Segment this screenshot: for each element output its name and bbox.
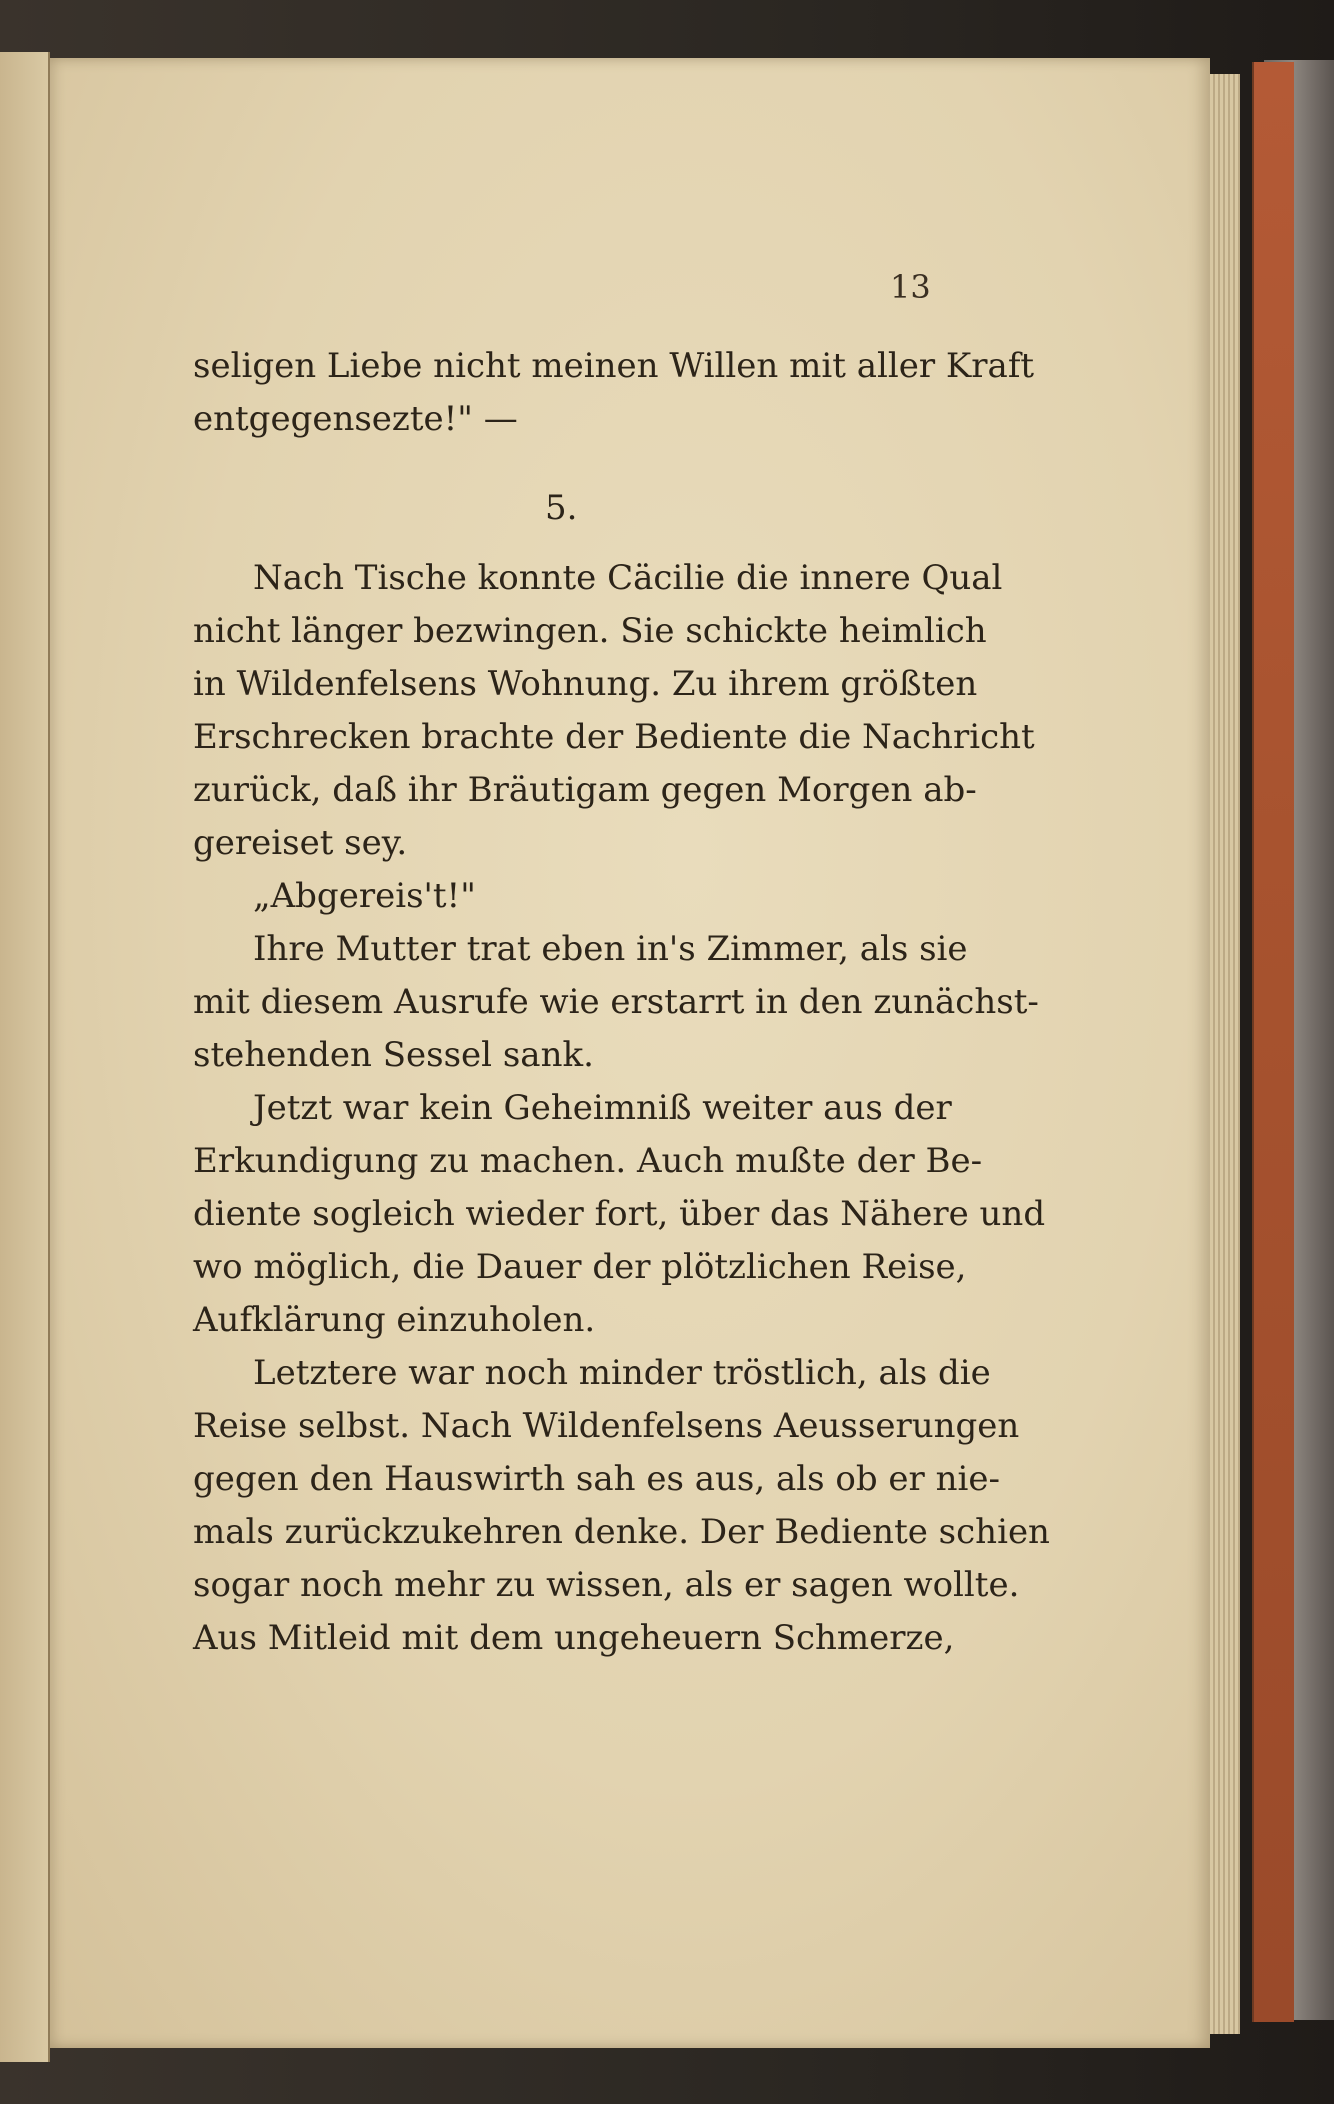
text-line: wo möglich, die Dauer der plötzlichen Reise,: [193, 1247, 967, 1287]
text-line: mit diesem Ausrufe wie erstarrt in den zunächst-: [193, 982, 1039, 1022]
text-line: sogar noch mehr zu wissen, als er sagen wollte.: [193, 1565, 1020, 1605]
text-line: mals zurückzukehren denke. Der Bediente schien: [193, 1512, 1050, 1552]
text-line: gereiset sey.: [193, 823, 408, 863]
text-line: Aufklärung einzuholen.: [193, 1300, 596, 1340]
text-block-body: [193, 552, 1050, 1665]
text-line: Letztere war noch minder tröstlich, als die: [253, 1353, 991, 1393]
text-line: zurück, daß ihr Bräutigam gegen Morgen ab-: [193, 770, 977, 810]
text-line: Erkundigung zu machen. Auch mußte der Be-: [193, 1141, 983, 1181]
text-line: diente sogleich wieder fort, über das Nähere und: [193, 1194, 1046, 1234]
text-line: Jetzt war kein Geheimniß weiter aus der: [253, 1088, 952, 1128]
text-line: entgegensezte!" —: [193, 399, 518, 439]
text-line: seligen Liebe nicht meinen Willen mit aller Kraft: [193, 346, 1035, 386]
text-line: Reise selbst. Nach Wildenfelsens Aeusserungen: [193, 1406, 1020, 1446]
text-line: Ihre Mutter trat eben in's Zimmer, als sie: [253, 929, 968, 969]
text-line: in Wildenfelsens Wohnung. Zu ihrem größten: [193, 664, 978, 704]
page-number: 13: [890, 268, 931, 306]
text-line: Aus Mitleid mit dem ungeheuern Schmerze,: [193, 1618, 955, 1658]
text-line: Nach Tische konnte Cäcilie die innere Qual: [253, 558, 1003, 598]
facing-page-edge: [0, 52, 50, 2062]
text-block-top: [193, 340, 1035, 446]
leather-binding: [1252, 62, 1294, 2022]
section-number: 5.: [545, 488, 578, 528]
text-line: Erschrecken brachte der Bediente die Nachricht: [193, 717, 1035, 757]
text-line: stehenden Sessel sank.: [193, 1035, 594, 1075]
text-line: gegen den Hauswirth sah es aus, als ob er nie-: [193, 1459, 1000, 1499]
text-line: „Abgereis't!": [253, 876, 476, 916]
text-line: nicht länger bezwingen. Sie schickte heimlich: [193, 611, 987, 651]
